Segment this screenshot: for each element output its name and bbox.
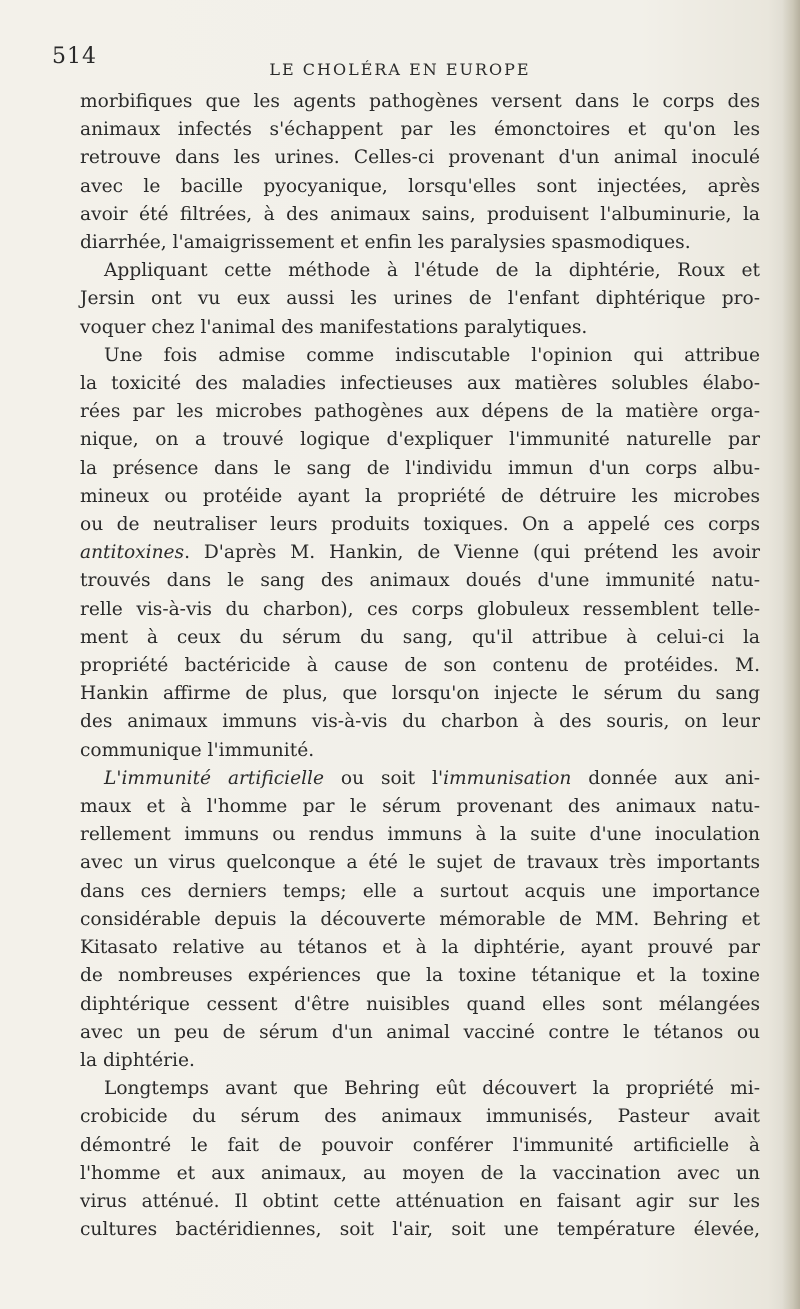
text-line: Hankin affirme de plus, que lorsqu'on injecte le sérum du sang: [80, 683, 760, 705]
text-line: diphtérique cessent d'être nuisibles quand elles sont mélangées: [80, 993, 760, 1015]
text-line: la toxicité des maladies infectieuses aux matières solubles élabo-: [80, 373, 760, 395]
text-line-italic-lead: L'immunité artificielle ou soit l'immunisation donnée aux ani-: [104, 767, 760, 789]
text-line: démontré le fait de pouvoir conférer l'immunité artificielle à: [80, 1134, 760, 1156]
text-line: communique l'immunité.: [80, 739, 315, 761]
text-line: Kitasato relative au tétanos et à la diphtérie, ayant prouvé par: [80, 937, 760, 959]
text-line: ment à ceux du sérum du sang, qu'il attribue à celui-ci la: [80, 626, 760, 648]
paragraph: [80, 765, 760, 1075]
text-line: diarrhée, l'amaigrissement et enfin les paralysies spasmodiques.: [80, 232, 691, 254]
text-line: de nombreuses expériences que la toxine tétanique et la toxine: [80, 965, 760, 987]
text-line: propriété bactéricide à cause de son contenu de protéides. M.: [80, 655, 760, 677]
text-line: morbifiques que les agents pathogènes versent dans le corps des: [80, 91, 760, 112]
text-line: avoir été filtrées, à des animaux sains, produisent l'albuminurie, la: [80, 203, 760, 225]
text-line: la présence dans le sang de l'individu immun d'un corps albu-: [80, 457, 760, 479]
paragraph: [80, 342, 760, 765]
text-line: retrouve dans les urines. Celles-ci provenant d'un animal inoculé: [80, 147, 760, 169]
text-line: relle vis-à-vis du charbon), ces corps globuleux ressemblent telle-: [80, 598, 760, 620]
text-line: avec un virus quelconque a été le sujet de travaux très importants: [80, 852, 760, 874]
text-line: Longtemps avant que Behring eût découvert la propriété mi-: [104, 1078, 760, 1100]
page-edge-shadow: [782, 0, 800, 1309]
text-line: voquer chez l'animal des manifestations paralytiques.: [80, 316, 588, 338]
italic-term: immunisation: [443, 767, 572, 789]
text-line: avec un peu de sérum d'un animal vacciné contre le tétanos ou: [80, 1021, 760, 1043]
text-line: trouvés dans le sang des animaux doués d'une immunité natu-: [80, 570, 760, 592]
running-title: LE CHOLÉRA EN EUROPE: [269, 60, 531, 79]
text-line: ou de neutraliser leurs produits toxiques. On a appelé ces corps: [80, 514, 760, 536]
paragraph: [80, 257, 760, 342]
text-line: considérable depuis la découverte mémorable de MM. Behring et: [80, 908, 760, 930]
text-line: Une fois admise comme indiscutable l'opinion qui attribue: [104, 344, 760, 366]
text-line: rées par les microbes pathogènes aux dépens de la matière orga-: [80, 401, 760, 423]
text-line: animaux infectés s'échappent par les émonctoires et qu'on les: [80, 119, 760, 141]
italic-term: antitoxines: [80, 542, 185, 564]
text-line: cultures bactéridiennes, soit l'air, soit une température élevée,: [80, 1219, 760, 1241]
text-line: nique, on a trouvé logique d'expliquer l'immunité naturelle par: [80, 429, 760, 451]
text-line: Appliquant cette méthode à l'étude de la diphtérie, Roux et: [104, 260, 760, 282]
text-line: virus atténué. Il obtint cette atténuation en faisant agir sur les: [80, 1190, 760, 1212]
text-line: maux et à l'homme par le sérum provenant des animaux natu-: [80, 796, 760, 818]
page-number: 514: [52, 44, 97, 69]
text-line: dans ces derniers temps; elle a surtout acquis une importance: [80, 880, 760, 902]
text-line: la diphtérie.: [80, 1049, 195, 1071]
text-line: Jersin ont vu eux aussi les urines de l'enfant diphtérique pro-: [80, 288, 760, 310]
text-line-italic-lead: antitoxines. D'après M. Hankin, de Vienne (qui prétend les avoir: [80, 542, 760, 564]
paragraph: [80, 1075, 760, 1244]
text-line: mineux ou protéide ayant la propriété de détruire les microbes: [80, 485, 760, 507]
text-line: des animaux immuns vis-à-vis du charbon à des souris, on leur: [80, 711, 760, 733]
text-line: crobicide du sérum des animaux immunisés, Pasteur avait: [80, 1106, 760, 1128]
italic-term: L'immunité artificielle: [104, 767, 324, 789]
text-line: l'homme et aux animaux, au moyen de la vaccination avec un: [80, 1162, 760, 1184]
paragraph: [80, 88, 760, 257]
body-text: [80, 88, 760, 1244]
text-line: rellement immuns ou rendus immuns à la suite d'une inoculation: [80, 824, 760, 846]
text-line: avec le bacille pyocyanique, lorsqu'elles sont injectées, après: [80, 175, 760, 197]
